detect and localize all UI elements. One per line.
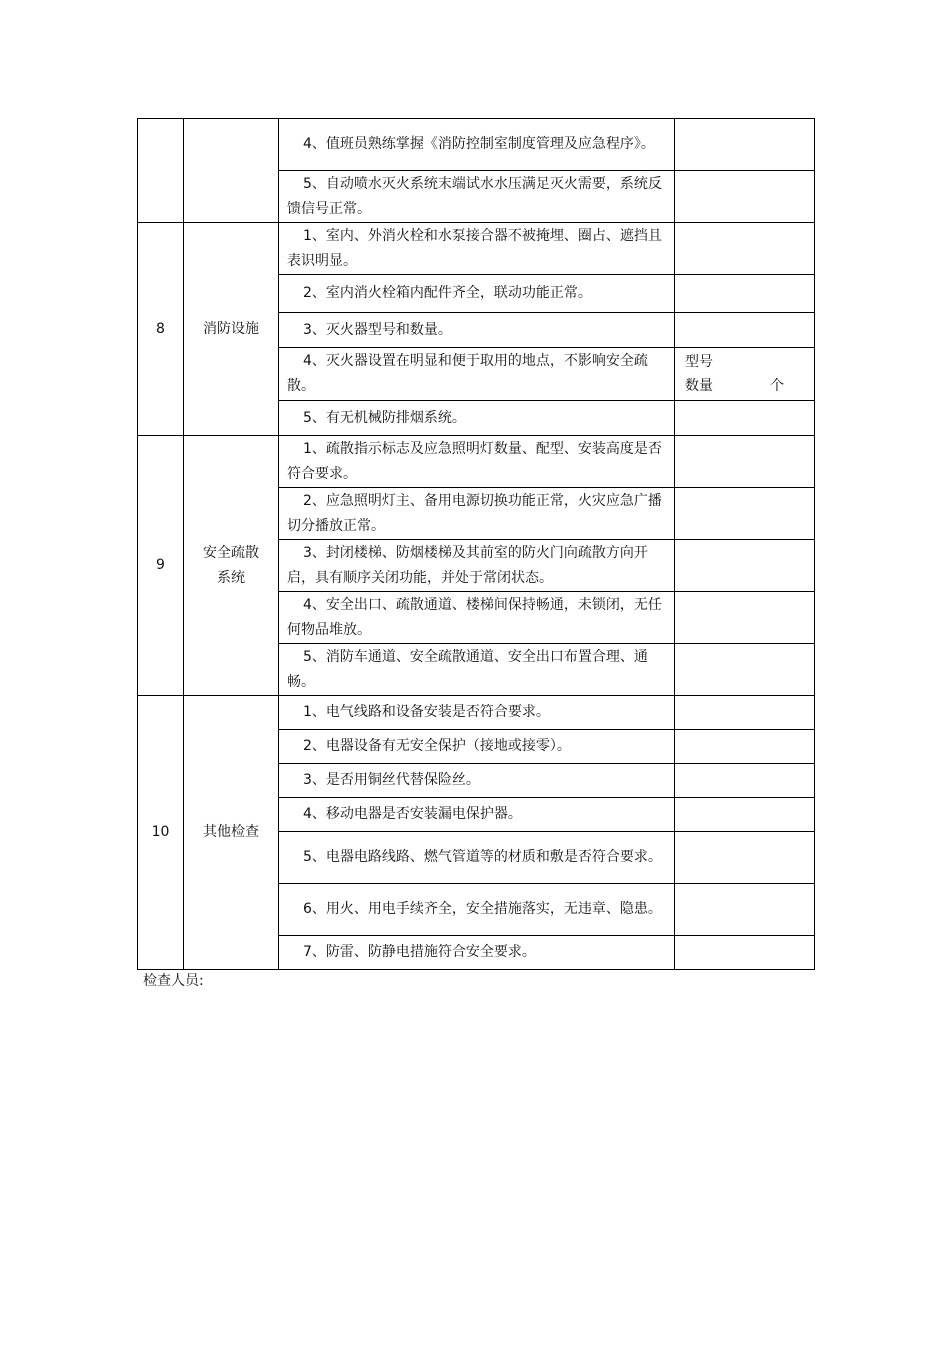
item-text: 5、消防车通道、安全疏散通道、安全出口布置合理、通畅。 — [287, 648, 648, 690]
result-cell[interactable] — [675, 592, 815, 644]
item-text: 4、移动电器是否安装漏电保护器。 — [303, 806, 522, 822]
table-row — [138, 436, 815, 488]
quantity-unit: 个 — [770, 378, 784, 394]
result-cell[interactable] — [675, 832, 815, 884]
item-cell — [279, 119, 675, 171]
item-cell — [279, 730, 675, 764]
group-name: 其他检查 — [184, 696, 279, 970]
result-cell[interactable] — [675, 348, 815, 401]
item-text: 2、室内消火栓箱内配件齐全，联动功能正常。 — [303, 285, 592, 301]
group-number: 10 — [138, 696, 184, 970]
table-row — [138, 119, 815, 171]
quantity-line — [685, 374, 806, 398]
result-cell[interactable] — [675, 171, 815, 223]
group-name-cell — [184, 119, 279, 223]
group-name: 消防设施 — [184, 223, 279, 436]
model-line — [685, 350, 806, 374]
result-cell[interactable] — [675, 730, 815, 764]
item-text: 1、室内、外消火栓和水泵接合器不被掩埋、圈占、遮挡且表识明显。 — [287, 227, 662, 269]
result-cell[interactable] — [675, 644, 815, 696]
group-name-cell — [184, 436, 279, 696]
item-text: 4、安全出口、疏散通道、楼梯间保持畅通，未锁闭，无任何物品堆放。 — [287, 596, 662, 638]
item-cell — [279, 171, 675, 223]
item-text: 5、有无机械防排烟系统。 — [303, 409, 466, 426]
item-text: 4、值班员熟练掌握《消防控制室制度管理及应急程序》。 — [303, 136, 655, 152]
group-number: 8 — [138, 223, 184, 436]
inspection-table — [137, 118, 815, 970]
inspector-label: 检查人员: — [143, 973, 204, 989]
item-cell — [279, 936, 675, 970]
quantity-label: 数量 — [685, 378, 713, 394]
result-cell[interactable] — [675, 223, 815, 275]
table-row — [138, 223, 815, 275]
result-cell[interactable] — [675, 401, 815, 436]
item-cell — [279, 401, 675, 436]
item-cell — [279, 644, 675, 696]
group-name-line1: 安全疏散 — [203, 544, 259, 561]
result-cell[interactable] — [675, 436, 815, 488]
item-cell — [279, 832, 675, 884]
result-cell[interactable] — [675, 696, 815, 730]
result-cell[interactable] — [675, 540, 815, 592]
table-row — [138, 696, 815, 730]
item-text: 5、自动喷水灭火系统末端试水水压满足灭火需要，系统反馈信号正常。 — [287, 175, 662, 217]
item-text: 3、灭火器型号和数量。 — [303, 321, 452, 338]
item-cell — [279, 275, 675, 313]
item-text: 6、用火、用电手续齐全，安全措施落实，无违章、隐患。 — [303, 901, 662, 917]
item-cell — [279, 884, 675, 936]
item-text: 4、灭火器设置在明显和便于取用的地点，不影响安全疏散。 — [287, 353, 648, 394]
result-cell[interactable] — [675, 275, 815, 313]
item-cell — [279, 313, 675, 348]
result-cell[interactable] — [675, 798, 815, 832]
model-label: 型号 — [685, 354, 713, 370]
item-cell — [279, 592, 675, 644]
item-text: 3、封闭楼梯、防烟楼梯及其前室的防火门向疏散方向开启，具有顺序关闭功能，并处于常闭状态。 — [287, 544, 648, 586]
item-cell — [279, 436, 675, 488]
group-name-line2: 系统 — [217, 569, 245, 586]
item-cell — [279, 223, 675, 275]
item-cell — [279, 696, 675, 730]
result-cell[interactable] — [675, 488, 815, 540]
group-number: 9 — [138, 436, 184, 696]
item-text: 1、疏散指示标志及应急照明灯数量、配型、安装高度是否符合要求。 — [287, 440, 662, 482]
result-cell[interactable] — [675, 313, 815, 348]
item-cell — [279, 488, 675, 540]
group-number-cell — [138, 119, 184, 223]
item-text: 2、电器设备有无安全保护（接地或接零）。 — [303, 738, 571, 754]
item-cell — [279, 348, 675, 401]
result-cell[interactable] — [675, 119, 815, 171]
item-cell — [279, 764, 675, 798]
item-text: 5、电器电路线路、燃气管道等的材质和敷是否符合要求。 — [303, 849, 662, 865]
item-cell — [279, 540, 675, 592]
result-cell[interactable] — [675, 884, 815, 936]
item-text: 2、应急照明灯主、备用电源切换功能正常，火灾应急广播切分播放正常。 — [287, 492, 662, 534]
item-text: 1、电气线路和设备安装是否符合要求。 — [303, 704, 550, 720]
result-cell[interactable] — [675, 936, 815, 970]
item-cell — [279, 798, 675, 832]
result-cell[interactable] — [675, 764, 815, 798]
item-text: 7、防雷、防静电措施符合安全要求。 — [303, 944, 536, 960]
item-text: 3、是否用铜丝代替保险丝。 — [303, 772, 480, 788]
